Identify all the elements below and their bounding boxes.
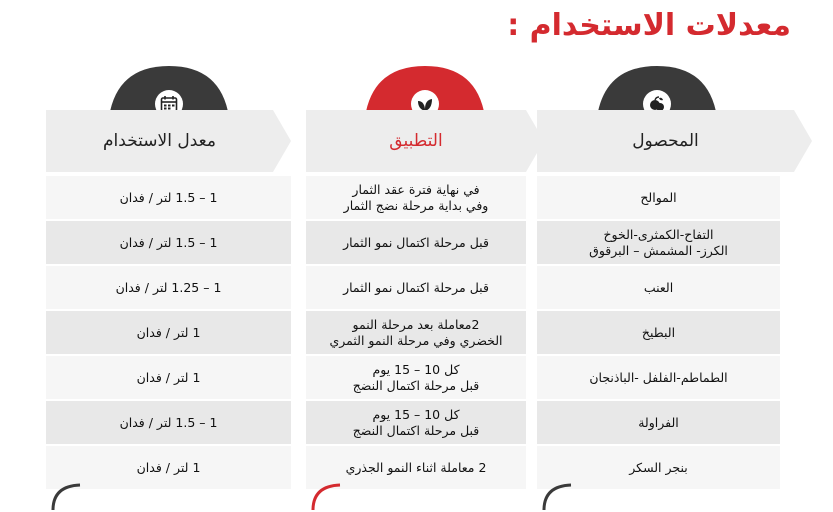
column-usage-rate xyxy=(46,62,291,502)
corner-accent xyxy=(310,482,350,512)
table-cell: 1 – 1.5 لتر / فدان xyxy=(46,176,291,219)
table-cell: في نهاية فترة عقد الثمار وفي بداية مرحلة نضج الثمار xyxy=(306,176,526,219)
table-cell: البطيخ xyxy=(537,311,780,354)
table-cell: 1 لتر / فدان xyxy=(46,356,291,399)
corner-accent xyxy=(50,482,90,512)
table-cell: قبل مرحلة اكتمال نمو الثمار xyxy=(306,221,526,264)
application-rows xyxy=(306,176,526,491)
table-cell: 2معاملة بعد مرحلة النمو الخضري وفي مرحلة النمو الثمري xyxy=(306,311,526,354)
crop-rows xyxy=(537,176,780,491)
header-crop: المحصول xyxy=(632,131,699,151)
table-cell: بنجر السكر xyxy=(537,446,780,489)
table-cell: التفاح-الكمثرى-الخوخ الكرز- المشمش – البرقوق xyxy=(537,221,780,264)
column-header xyxy=(306,110,544,172)
table-cell: الفراولة xyxy=(537,401,780,444)
page-title: معدلات الاستخدام : xyxy=(507,8,791,43)
table-cell: كل 10 – 15 يوم قبل مرحلة اكتمال النضج xyxy=(306,356,526,399)
table-cell: 1 لتر / فدان xyxy=(46,446,291,489)
table-cell: 1 – 1.25 لتر / فدان xyxy=(46,266,291,309)
header-usage-rate: معدل الاستخدام xyxy=(103,131,216,151)
header-application: التطبيق xyxy=(389,131,443,151)
table-cell: الموالح xyxy=(537,176,780,219)
column-header xyxy=(537,110,812,172)
column-header xyxy=(46,110,291,172)
column-application xyxy=(306,62,544,502)
table-cell: 1 – 1.5 لتر / فدان xyxy=(46,401,291,444)
table-cell: الطماطم-الفلفل -الباذنجان xyxy=(537,356,780,399)
table-cell: كل 10 – 15 يوم قبل مرحلة اكتمال النضج xyxy=(306,401,526,444)
table-cell: قبل مرحلة اكتمال نمو الثمار xyxy=(306,266,526,309)
rate-rows xyxy=(46,176,291,491)
table-cell: 1 – 1.5 لتر / فدان xyxy=(46,221,291,264)
table-cell: 2 معاملة اثناء النمو الجذري xyxy=(306,446,526,489)
table-cell: العنب xyxy=(537,266,780,309)
table-cell: 1 لتر / فدان xyxy=(46,311,291,354)
column-crop xyxy=(537,62,812,502)
corner-accent xyxy=(541,482,581,512)
